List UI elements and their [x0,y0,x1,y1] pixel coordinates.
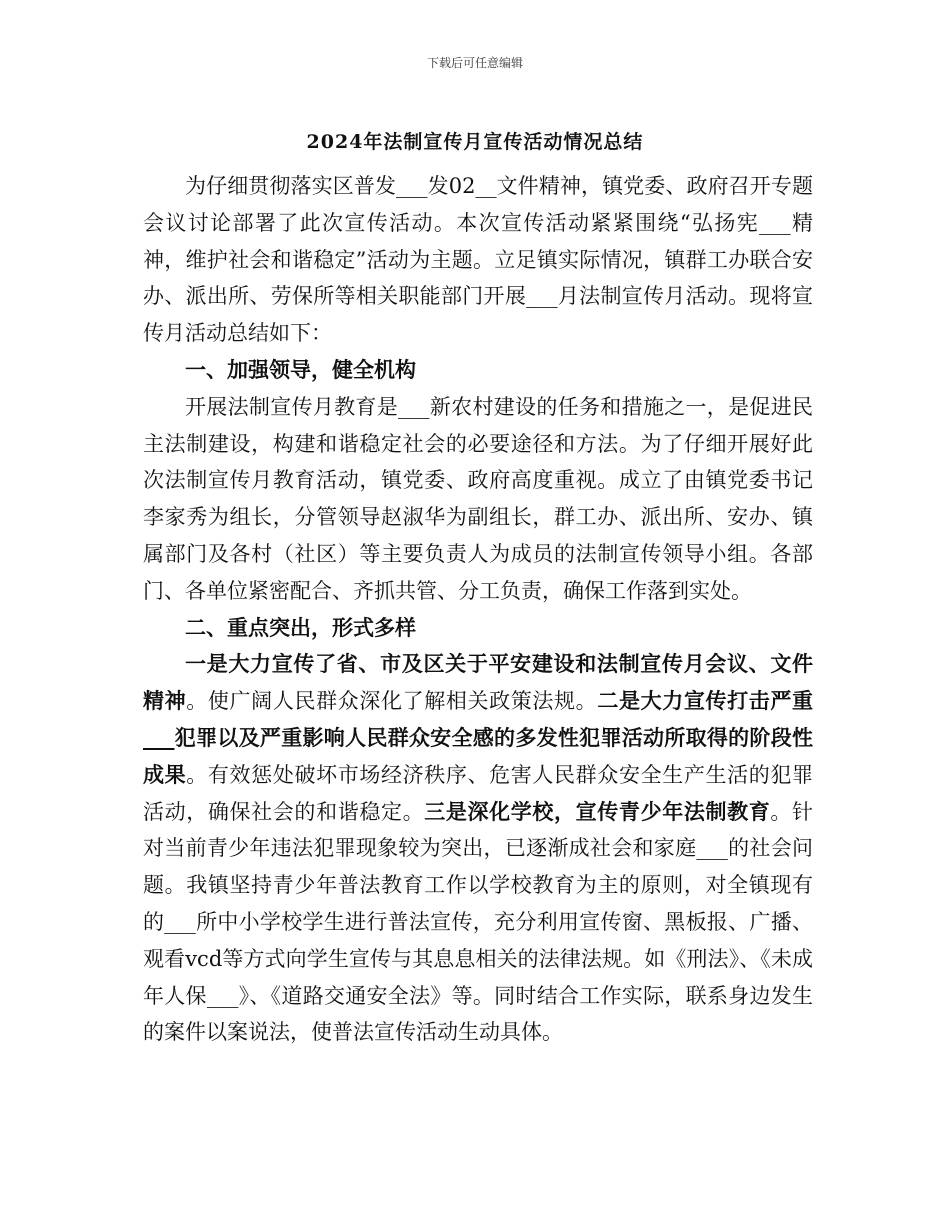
section-heading-2: 二、重点突出，形式多样 [185,614,416,640]
point-two-bold: 二是大力宣传打击严重___犯罪以及严重影响人民群众安全感的多发性犯罪活动所取得的阶段性成果 [143,688,814,787]
section-heading-1: 一、加强领导，健全机构 [185,356,416,382]
point-three-bold: 三是深化学校，宣传青少年法制教育 [424,798,771,824]
paragraph-leadership: 开展法制宣传月教育是___新农村建设的任务和措施之一，是促进民主法制建设，构建和谐稳定社会的必要途径和方法。为了仔细开展好此次法制宣传月教育活动，镇党委、政府高度重视。成立了由镇党委书记李家秀为组长，分管领导赵淑华为副组长，群工办、派出所、安办、镇属部门及各村（社区）等主要负责人为成员的法制宣传领导小组。各部门、各单位紧密配合、齐抓共管、分工负责，确保工作落到实处。 [143,394,813,603]
point-three-text: 。针对当前青少年违法犯罪现象较为突出，已逐渐成社会和家庭___的社会问题。我镇坚持青少年普法教育工作以学校教育为主的原则，对全镇现有的___所中小学校学生进行普法宣传，充分利用宣传窗、黑板报、广播、观看vcd等方式向学生宣传与其息息相关的法律法规。如《刑法》、《未成年人保___》、《道路交通安全法》等。同时结合工作实际，联系身边发生的案件以案说法，使普法宣传活动生动具体。 [143,799,814,1045]
point-one-bold: 一是大力宣传了省、市及区关于平安建设和法制宣传月会议、文件精神 [143,651,813,714]
page-header-note: 下载后可任意编辑 [426,56,523,70]
point-one-text: 。使广阔人民群众深化了解相关政策法规。 [186,689,598,714]
document-body [143,168,813,1051]
document-title: 2024年法制宣传月宣传活动情况总结 [306,131,644,153]
paragraph-key-points [143,646,813,1051]
intro-paragraph: 为仔细贯彻落实区普发___发02__文件精神，镇党委、政府召开专题会议讨论部署了此次宣传活动。本次宣传活动紧紧围绕“弘扬宪___精神，维护社会和谐稳定”活动为主题。立足镇实际情况，镇群工办联合安办、派出所、劳保所等相关职能部门开展___月法制宣传月活动。现将宣传月活动总结如下： [143,174,813,346]
point-two-text: 。有效惩处破坏市场经济秩序、危害人民群众安全生产生活的犯罪活动，确保社会的和谐稳定。 [143,762,814,824]
